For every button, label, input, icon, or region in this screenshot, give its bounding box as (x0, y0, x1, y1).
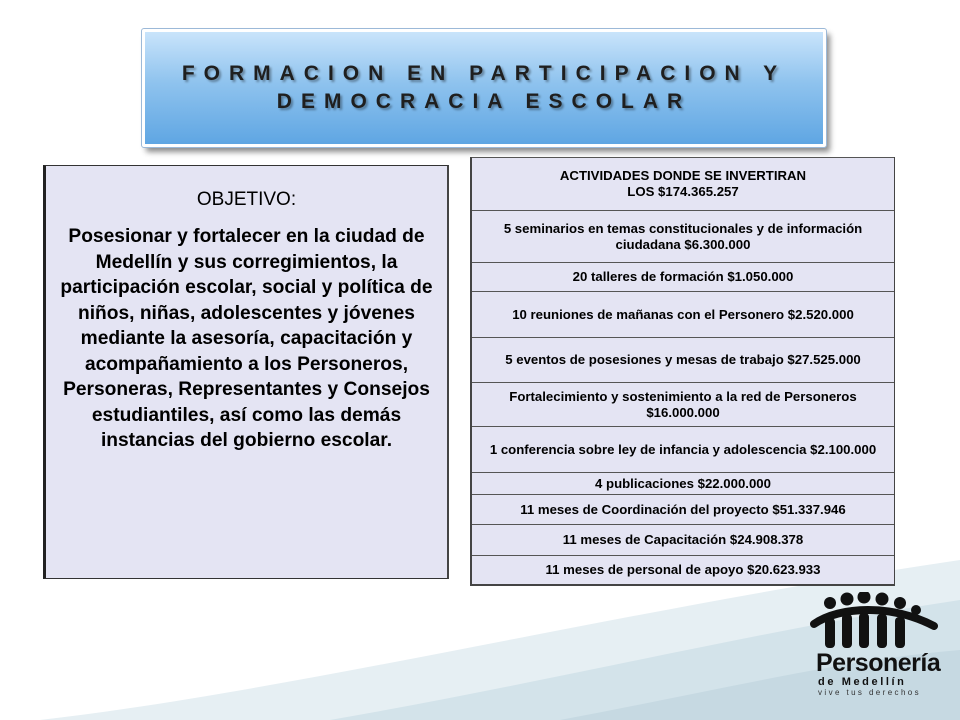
activity-text: 1 conferencia sobre ley de infancia y adolescencia $2.100.000 (489, 441, 877, 457)
activity-row (472, 472, 894, 494)
activity-row (472, 337, 894, 382)
logo-line-3: vive tus derechos (818, 688, 922, 697)
title-line-1: FORMACION EN PARTICIPACION Y (181, 62, 787, 85)
activity-row (472, 382, 894, 426)
activity-text: 5 eventos de posesiones y mesas de trabajo $27.525.000 (505, 352, 861, 367)
activity-row (472, 524, 894, 555)
activity-text: 11 meses de Coordinación del proyecto $51.337.946 (520, 501, 846, 517)
activity-text: 20 talleres de formación $1.050.000 (572, 269, 794, 284)
people-icon (800, 592, 940, 652)
activity-row (472, 210, 894, 262)
activities-table (470, 157, 895, 586)
activity-text: Fortalecimiento y sostenimiento a la red de Personeros $16.000.000 (509, 388, 857, 420)
activity-row (472, 494, 894, 524)
title-line-2: DEMOCRACIA ESCOLAR (276, 90, 692, 113)
objective-text: Posesionar y fortalecer en la ciudad de Medellín y sus corregimientos, la participación escolar, social y política de niños, niñas, adolescentes y jóvenes mediante la asesoría, capacitación y acompañamiento a los Personeros, Personeras, Representantes y Consejos estudiantiles, así como las demás instancias del gobierno escolar. (60, 226, 433, 451)
logo-line-2: de Medellín (818, 676, 907, 688)
activities-header-line-2: LOS $174.365.257 (627, 184, 739, 199)
activity-text: 11 meses de personal de apoyo $20.623.933 (545, 562, 821, 577)
title-banner (142, 29, 826, 147)
objective-heading: OBJETIVO: (196, 189, 297, 210)
activity-row (472, 426, 894, 472)
personeria-logo (800, 592, 940, 714)
logo-text (816, 649, 941, 698)
activity-text: 5 seminarios en temas constitucionales y de información ciudadana $6.300.000 (503, 220, 863, 252)
activity-text: 11 meses de Capacitación $24.908.378 (562, 532, 804, 547)
activity-text: 4 publicaciones $22.000.000 (595, 475, 771, 491)
activity-row (472, 262, 894, 291)
activities-header-line-1: ACTIVIDADES DONDE SE INVERTIRAN (559, 168, 807, 183)
activity-row (472, 291, 894, 337)
activity-row (472, 555, 894, 586)
objective-panel (43, 165, 449, 579)
activities-header (472, 157, 894, 210)
logo-line-1: Personería (816, 649, 941, 677)
activity-text: 10 reuniones de mañanas con el Personero $2.520.000 (512, 306, 854, 322)
